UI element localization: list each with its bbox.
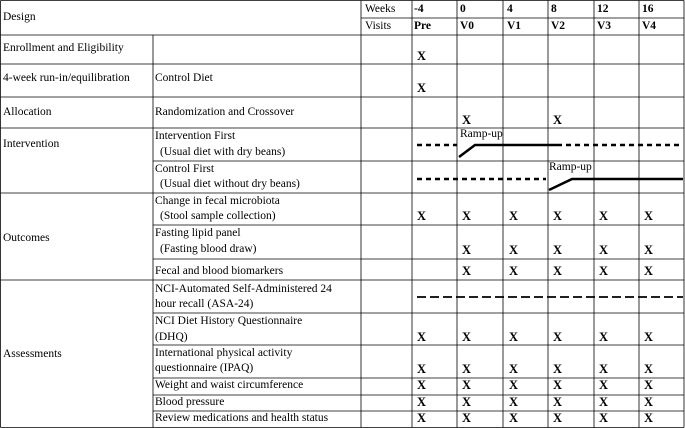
schedule-mark: X (462, 395, 472, 409)
schedule-mark: X (462, 330, 472, 344)
schedule-mark: X (599, 378, 609, 392)
ipaq-desc: questionnaire (IPAQ) (155, 362, 254, 374)
schedule-mark: X (417, 81, 427, 95)
week-cell: 0 (460, 3, 466, 15)
schedule-mark: X (553, 330, 563, 344)
ramp-up-label: Ramp-up (549, 161, 592, 173)
intervention-first-desc: (Usual diet with dry beans) (160, 146, 286, 158)
schedule-mark: X (553, 113, 563, 127)
weight-title: Weight and waist circumference (155, 379, 304, 391)
row-label-outcomes: Outcomes (3, 232, 50, 244)
schedule-mark: X (509, 378, 519, 392)
row-sub-allocation: Randomization and Crossover (155, 106, 295, 118)
schedule-mark: X (553, 209, 563, 223)
visit-cell: V3 (597, 20, 612, 32)
visits-label: Visits (365, 20, 392, 32)
schedule-mark: X (462, 411, 472, 425)
design-header: Design (3, 11, 36, 23)
asa24-desc: hour recall (ASA-24) (155, 298, 254, 310)
schedule-mark: X (509, 330, 519, 344)
review-title: Review medications and health status (155, 412, 329, 424)
schedule-mark: X (417, 362, 427, 376)
schedule-mark: X (509, 243, 519, 257)
biomarkers-title: Fecal and blood biomarkers (155, 265, 284, 277)
schedule-mark: X (417, 49, 427, 63)
schedule-mark: X (462, 243, 472, 257)
schedule-mark: X (599, 330, 609, 344)
schedule-mark: X (417, 378, 427, 392)
schedule-mark: X (644, 411, 654, 425)
lipid-title: Fasting lipid panel (155, 227, 241, 239)
schedule-mark: X (462, 209, 472, 223)
row-label-allocation: Allocation (3, 106, 52, 118)
visit-cell: Pre (414, 20, 432, 32)
schedule-mark: X (599, 411, 609, 425)
week-cell: 8 (551, 3, 557, 15)
schedule-mark: X (462, 264, 472, 278)
row-label-runin: 4-week run-in/equilibration (3, 72, 130, 84)
schedule-mark: X (553, 264, 563, 278)
schedule-mark: X (417, 330, 427, 344)
control-first-desc: (Usual diet without dry beans) (160, 178, 300, 190)
schedule-mark: X (462, 113, 472, 127)
schedule-mark: X (599, 243, 609, 257)
schedule-mark: X (509, 411, 519, 425)
schedule-mark: X (509, 362, 519, 376)
schedule-mark: X (553, 395, 563, 409)
weeks-label: Weeks (365, 3, 396, 15)
visit-cell: V4 (642, 20, 657, 32)
schedule-mark: X (599, 395, 609, 409)
ipaq-title: International physical activity (155, 347, 293, 359)
schedule-mark: X (462, 362, 472, 376)
microbiota-desc: (Stool sample collection) (160, 210, 276, 222)
schedule-mark: X (553, 411, 563, 425)
schedule-mark: X (417, 395, 427, 409)
control-first-title: Control First (155, 163, 215, 175)
row-label-enrollment: Enrollment and Eligibility (3, 42, 124, 54)
visit-cell: V2 (551, 20, 566, 32)
schedule-mark: X (644, 395, 654, 409)
schedule-mark: X (644, 209, 654, 223)
schedule-mark: X (599, 209, 609, 223)
timeline-solid (549, 179, 683, 190)
week-cell: -4 (414, 3, 424, 15)
visit-cell: V1 (507, 20, 522, 32)
week-cell: 16 (642, 3, 654, 15)
schedule-mark: X (599, 362, 609, 376)
schedule-mark: X (553, 243, 563, 257)
row-label-assessments: Assessments (3, 348, 62, 360)
row-label-intervention: Intervention (3, 138, 60, 150)
schedule-mark: X (553, 362, 563, 376)
schedule-mark: X (509, 395, 519, 409)
schedule-mark: X (644, 378, 654, 392)
schedule-mark: X (644, 362, 654, 376)
schedule-mark: X (599, 264, 609, 278)
schedule-mark: X (644, 264, 654, 278)
intervention-first-title: Intervention First (155, 130, 236, 142)
ramp-up-label: Ramp-up (460, 128, 503, 140)
week-cell: 12 (597, 3, 609, 15)
row-sub-runin: Control Diet (155, 72, 213, 84)
week-cell: 4 (507, 3, 513, 15)
visit-cell: V0 (460, 20, 475, 32)
bp-title: Blood pressure (155, 396, 225, 408)
schedule-mark: X (417, 411, 427, 425)
schedule-mark: X (509, 264, 519, 278)
schedule-mark: X (417, 209, 427, 223)
microbiota-title: Change in fecal microbiota (155, 195, 280, 207)
dhq-title: NCI Diet History Questionnaire (155, 315, 303, 327)
timeline-solid (459, 145, 562, 157)
dhq-desc: (DHQ) (155, 331, 188, 343)
schedule-mark: X (644, 330, 654, 344)
schedule-mark: X (644, 243, 654, 257)
schedule-mark: X (509, 209, 519, 223)
lipid-desc: (Fasting blood draw) (160, 243, 257, 255)
schedule-mark: X (553, 378, 563, 392)
asa24-title: NCI-Automated Self-Administered 24 (155, 283, 332, 295)
schedule-mark: X (462, 378, 472, 392)
